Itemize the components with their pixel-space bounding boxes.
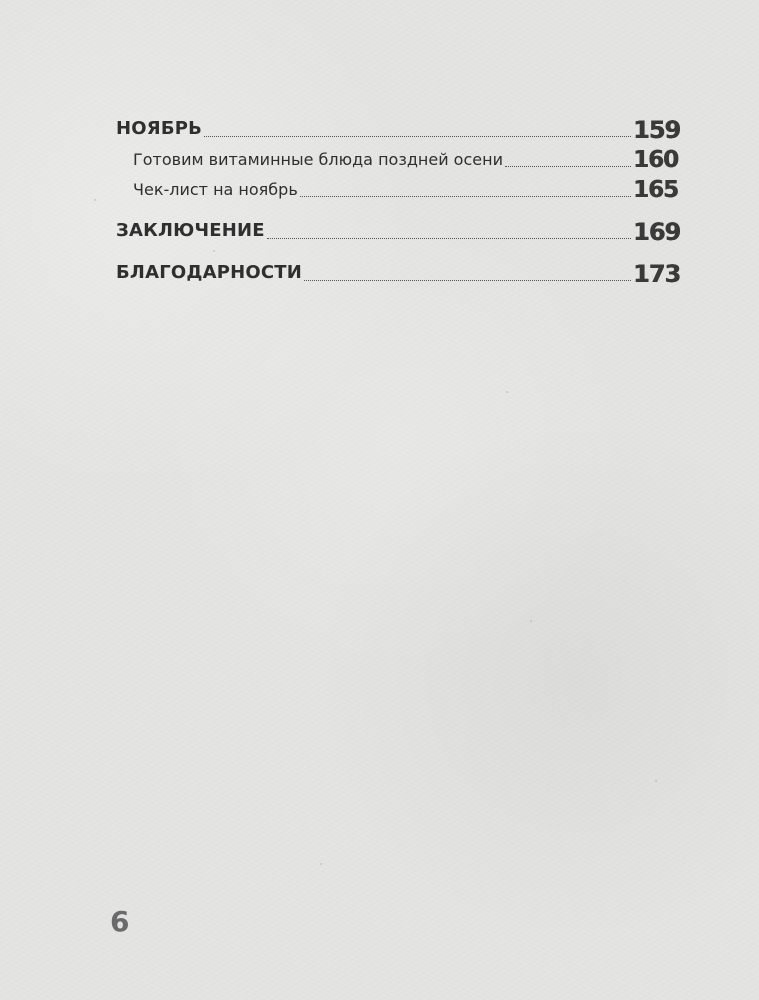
paper-speck [320, 863, 322, 865]
toc-entry-conclusion [116, 216, 681, 246]
toc-page-number: 165 [633, 177, 679, 203]
toc-section-title: НОЯБРЬ [116, 118, 203, 139]
toc-page-number: 169 [633, 218, 681, 246]
toc-page-number: 159 [633, 116, 681, 144]
toc-section-title: БЛАГОДАРНОСТИ [116, 262, 303, 283]
toc-subentry-checklist [116, 174, 679, 204]
page-number: 6 [110, 905, 129, 938]
table-of-contents [116, 114, 681, 288]
toc-entry-acknowledgements [116, 258, 681, 288]
toc-page-number: 173 [633, 260, 681, 288]
toc-dot-leader [204, 136, 631, 137]
toc-dot-leader [505, 166, 631, 167]
toc-section-title: ЗАКЛЮЧЕНИЕ [116, 220, 265, 241]
toc-dot-leader [300, 196, 631, 197]
toc-page-number: 160 [633, 147, 679, 173]
paper-speck [530, 620, 532, 622]
paper-speck [94, 199, 96, 201]
toc-dot-leader [304, 280, 631, 281]
toc-entry-november [116, 114, 681, 144]
paper-speck [655, 780, 657, 782]
toc-subsection-title: Чек-лист на ноябрь [133, 180, 298, 199]
toc-dot-leader [267, 238, 631, 239]
toc-subsection-title: Готовим витаминные блюда поздней осени [133, 150, 503, 169]
toc-subentry-vitamin-dishes [116, 144, 679, 174]
paper-speck [506, 391, 508, 393]
